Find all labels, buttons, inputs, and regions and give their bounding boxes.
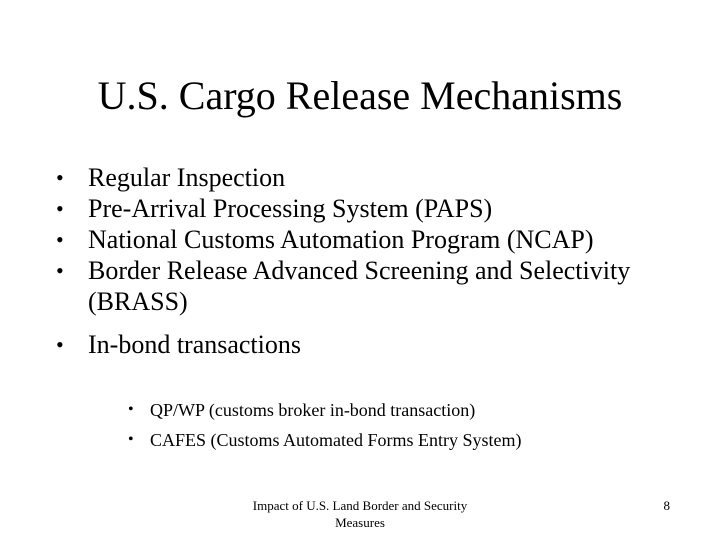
bullet-item <box>56 329 676 360</box>
bullet-list <box>56 162 676 360</box>
page-number: 8 <box>663 498 670 513</box>
bullet-marker: • <box>56 227 64 252</box>
slide-title: U.S. Cargo Release Mechanisms <box>97 73 623 118</box>
bullet-text: Border Release Advanced Screening and Selectivity (BRASS) <box>88 256 631 316</box>
bullet-marker: • <box>56 332 64 357</box>
bullet-item <box>56 193 676 224</box>
bullet-text: Pre-Arrival Processing System (PAPS) <box>88 194 493 223</box>
bullet-text: Regular Inspection <box>88 163 286 192</box>
sub-bullet-list <box>128 395 688 455</box>
sub-bullet-item <box>128 395 688 425</box>
slide-footer: Impact of U.S. Land Border and Security Measures <box>252 498 468 530</box>
sub-bullet-text: CAFES (Customs Automated Forms Entry System) <box>150 430 522 450</box>
sub-bullet-marker: • <box>128 431 134 448</box>
sub-bullet-marker: • <box>128 401 134 418</box>
sub-bullet-text: QP/WP (customs broker in-bond transaction) <box>150 400 476 420</box>
bullet-marker: • <box>56 165 64 190</box>
bullet-item <box>56 162 676 193</box>
bullet-marker: • <box>56 258 64 283</box>
bullet-marker: • <box>56 196 64 221</box>
bullet-item <box>56 224 676 255</box>
bullet-item <box>56 255 676 317</box>
bullet-text: National Customs Automation Program (NCAP) <box>88 225 594 254</box>
bullet-text: In-bond transactions <box>88 330 302 359</box>
sub-bullet-item <box>128 425 688 455</box>
